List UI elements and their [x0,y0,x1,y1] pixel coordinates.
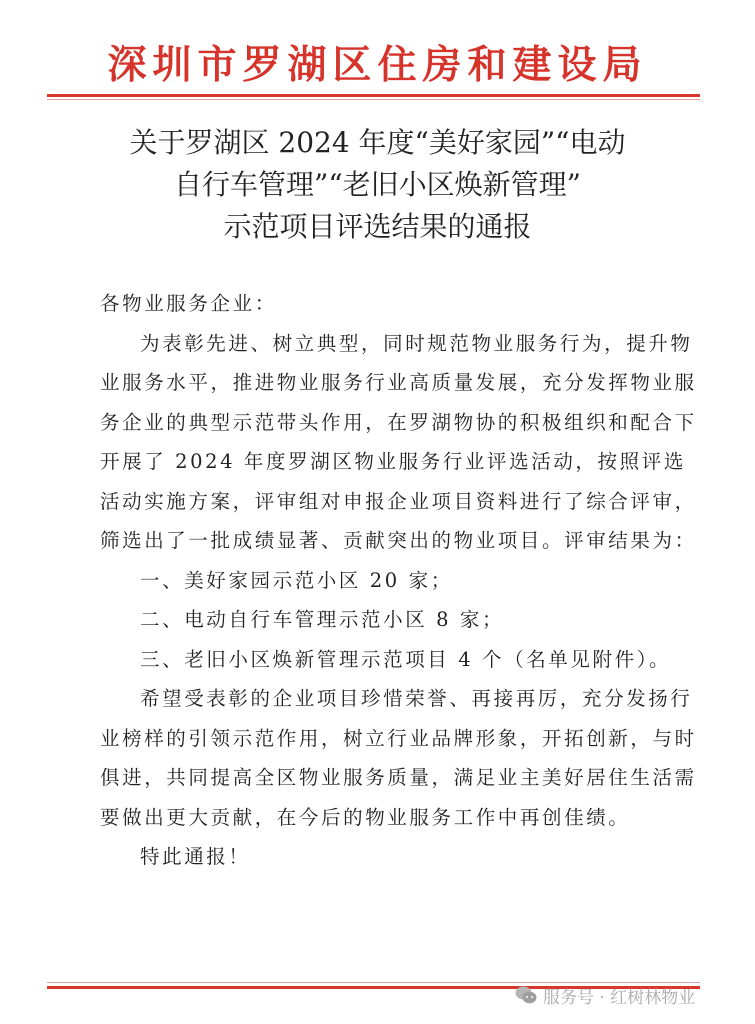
letterhead-rule-thick [47,94,700,97]
result-item: 二、电动自行车管理示范小区 8 家； [140,608,505,631]
result-item: 一、美好家园示范小区 20 家； [140,568,453,592]
paragraph-intro: 为表彰先进、树立典型，同时规范物业服务行为，提升物业服务水平，推进物业服务行业高质量发展，充分发挥物业服务企业的典型示范带头作用，在罗湖物协的积极组织和配合下开展了 2024 年度罗湖区物业服务行业评选活动，按照评选活动实施方案，评审组对申报企业项目资料进行了综合评审，筛选出了一批成绩显著、贡献突出的物业项目。评审结果为： [100,331,697,552]
letterhead-rule-thin [47,99,700,100]
title-line: 自行车管理”“老旧小区焕新管理” [174,168,581,201]
paragraph-hope: 希望受表彰的企业项目珍惜荣誉、再接再厉，充分发扬行业榜样的引领示范作用，树立行业品牌形象，开拓创新，与时俱进，共同提高全区物业服务质量，满足业主美好居住生活需要做出更大贡献，在今后的物业服务工作中再创佳绩。 [100,687,697,829]
document-title [60,122,695,248]
closing-line: 特此通报！ [140,845,251,868]
title-line: 示范项目评选结果的通报 [223,210,532,243]
salutation: 各物业服务企业： [100,292,277,315]
document-body [100,284,700,877]
watermark-text: 服务号 · 红树林物业 [543,987,696,1008]
agency-letterhead: 深圳市罗湖区住房和建设局 [107,43,648,88]
wechat-icon [515,985,537,1005]
result-item: 三、老旧小区焕新管理示范项目 4 个（名单见附件）。 [140,647,672,671]
watermark [515,982,695,1008]
title-line: 关于罗湖区 2024 年度“美好家园”“电动 [129,126,626,159]
